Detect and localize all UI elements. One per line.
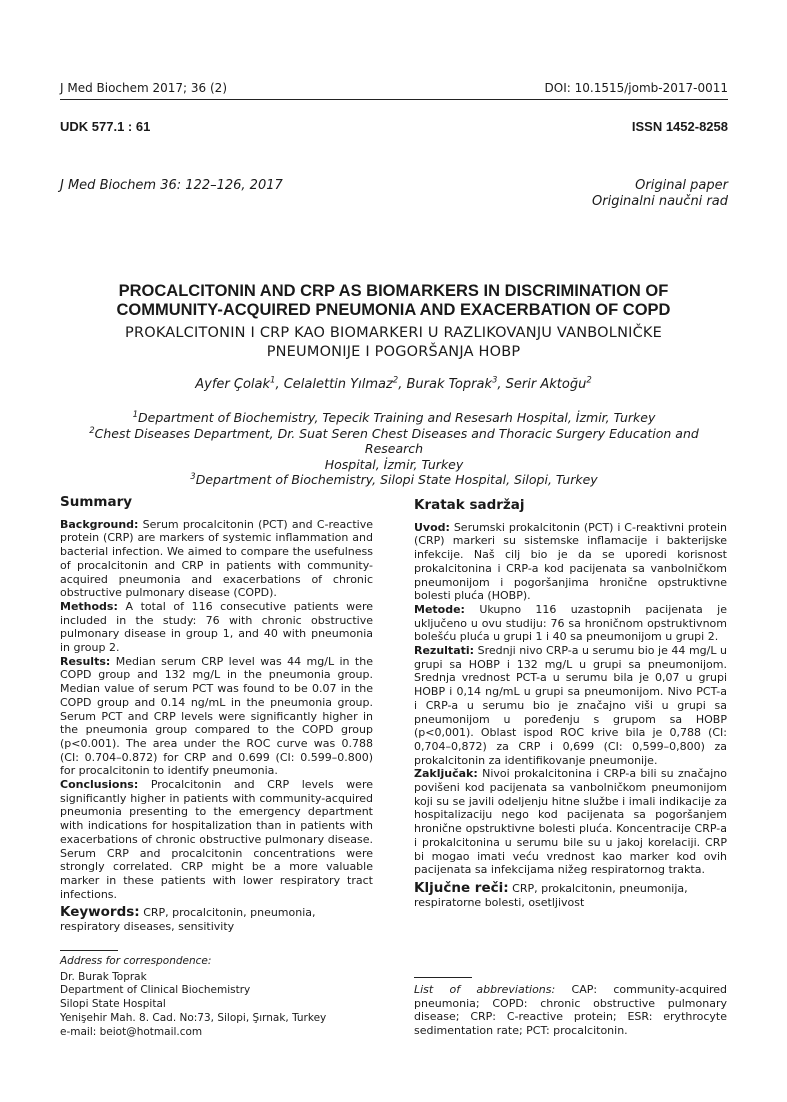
- zakljucak-label: Zaključak:: [414, 767, 478, 781]
- abbreviations-text: CAP: community-acquired pneumonia; COPD: chronic obstructive pulmonary disease; CRP: C-reactive protein; ESR: erythrocyte sedimentation rate; PCT: procalcitonin.: [414, 983, 728, 1038]
- author-sup: 3: [491, 375, 498, 386]
- background-label: Background:: [60, 517, 139, 531]
- conclusions-text: Procalcitonin and CRP levels were significantly higher in patients with community-acquired pneumonia presenting to the emergency department with indications for hospitalization than in patients with exacerbations of chronic obstructive pulmonary disease. Serum CRP and procalcitonin concentrations were strongly correlated. CRP might be a more valuable marker in these patients with lower respiratory tract infections.: [60, 778, 373, 901]
- author-sup: 2: [586, 375, 592, 386]
- affiliation-2-line2: Hospital, İzmir, Turkey: [324, 456, 464, 472]
- correspondence-block: [60, 955, 326, 1039]
- summary-heading: Summary: [60, 494, 133, 510]
- correspondence-rule: [60, 950, 118, 951]
- title-sr-line2: PNEUMONIJE I POGORŠANJA HOBP: [266, 344, 521, 360]
- abbreviations-block: [414, 983, 727, 1038]
- rezultati-label: Rezultati:: [414, 644, 475, 658]
- keywords-text: CRP, procalcitonin, pneumonia, respiratory diseases, sensitivity: [60, 906, 316, 934]
- journal-header: J Med Biochem 2017; 36 (2): [60, 81, 227, 95]
- affil-sup: 1: [132, 409, 139, 420]
- correspondence-hospital: Silopi State Hospital: [60, 998, 166, 1011]
- header-rule: [60, 99, 728, 100]
- results-label: Results:: [60, 654, 111, 668]
- affiliation-3: Department of Biochemistry, Silopi State Hospital, Silopi, Turkey: [195, 472, 598, 487]
- author-name: Serir Aktoğu: [505, 377, 587, 392]
- author-name: Celalettin Yılmaz: [283, 377, 393, 392]
- correspondence-email: e-mail: beiot@hotmail.com: [60, 1025, 203, 1038]
- kljucne-label: Ključne reči:: [414, 879, 509, 896]
- conclusions-label: Conclusions:: [60, 778, 139, 792]
- correspondence-name: Dr. Burak Toprak: [60, 970, 147, 983]
- paper-type-en: Original paper: [635, 178, 728, 193]
- affiliation-2-line1: Chest Diseases Department, Dr. Suat Seren Chest Diseases and Thoracic Surgery Education and Research: [94, 425, 699, 456]
- metode-label: Metode:: [414, 602, 465, 616]
- citation-ref: J Med Biochem 36: 122–126, 2017: [60, 178, 283, 193]
- kratak-column: [414, 496, 727, 909]
- results-text: Median serum CRP level was 44 mg/L in the COPD group and 132 mg/L in the pneumonia group. Median value of serum PCT was found to be 0.07 in the COPD group and 0.14 ng/mL in the pneumonia group. Serum PCT and CRP levels were significantly higher in the pneumonia group compared to the COPD group (p<0.001). The area under the ROC curve was 0.788 (CI: 0.704–0.872) for CRP and 0.699 (CI: 0.599–0.800) for procalcitonin to identify pneumonia.: [60, 654, 373, 778]
- uvod-text: Serumski prokalcitonin (PCT) i C-reaktivni protein (CRP) markeri su sistemske inflamacije i bakterijske infekcije. Naš cilj bio je da se uporedi korisnost prokalcitonina i CRP-a kod pacijenata sa vanbolničkom pneumonijom i pogoršanjima hronične opstruktivne bolesti pluća (HOBP).: [414, 520, 727, 603]
- summary-column: [60, 496, 373, 934]
- correspondence-street: Yenişehir Mah. 8. Cad. No:73, Silopi, Şırnak, Turkey: [60, 1011, 327, 1024]
- kratak-heading: Kratak sadržaj: [414, 497, 525, 513]
- affil-sup: 3: [190, 471, 196, 482]
- background-text: Serum procalcitonin (PCT) and C-reactive protein (CRP) are markers of systemic inflammation and bacterial infection. We aimed to compare the usefulness of procalcitonin and CRP in patients with community-acquired pneumonia and exacerbations of chronic obstructive pulmonary disease (COPD).: [60, 517, 373, 600]
- abbreviations-rule: [414, 977, 472, 978]
- methods-label: Methods:: [60, 599, 118, 613]
- udk-code: UDK 577.1 : 61: [60, 119, 151, 134]
- keywords-label: Keywords:: [60, 904, 140, 921]
- zakljucak-text: Nivoi prokalcitonina i CRP-a bili su značajno povišeni kod pacijenata sa vanbolničkom pneumonijom koji su se javili odeljenju hitne službe i imali indikacije za hospitalizaciju nego kod pacijenata sa pogoršanjem hronične opstruktivne bolesti pluća. Koncentracije CRP-a i prokalcitonina u serumu bile su u jakoj korelaciji. CRP bi mogao imati veću vrednost kao marker kod ovih pacijenata sa infekcijama nižeg respiratornog trakta.: [414, 767, 727, 877]
- paper-type-sr: Originalni naučni rad: [592, 194, 728, 209]
- kljucne-text: CRP, prokalcitonin, pneumonija, respiratorne bolesti, osetljivost: [414, 881, 688, 909]
- metode-text: Ukupno 116 uzastopnih pacijenata je uključeno u ovu studiju: 76 sa hroničnom opstruktivnom bolešću pluća u grupi 1 i 40 sa pneumonijom u grupi 2.: [414, 602, 727, 644]
- author-sup: 1: [270, 375, 276, 386]
- author-name: Ayfer Çolak: [195, 377, 271, 392]
- author-name: Burak Toprak: [406, 377, 492, 392]
- title-sr-line1: PROKALCITONIN I CRP KAO BIOMARKERI U RAZLIKOVANJU VANBOLNIČKE: [125, 325, 662, 341]
- abbreviations-label: List of abbreviations:: [414, 983, 556, 996]
- affiliation-1: Department of Biochemistry, Tepecik Training and Resesarh Hospital, İzmir, Turkey: [138, 410, 656, 425]
- correspondence-heading: Address for correspondence:: [60, 955, 212, 967]
- correspondence-dept: Department of Clinical Biochemistry: [60, 984, 251, 997]
- title-en-line2: COMMUNITY-ACQUIRED PNEUMONIA AND EXACERBATION OF COPD: [116, 301, 671, 319]
- author-sup: 2: [392, 375, 399, 386]
- uvod-label: Uvod:: [414, 520, 450, 534]
- methods-text: A total of 116 consecutive patients were included in the study: 76 with chronic obstructive pulmonary disease in group 1, and 40 with pneumonia in group 2.: [60, 599, 373, 655]
- rezultati-text: Srednji nivo CRP-a u serumu bio je 44 mg/L u grupi sa HOBP i 132 mg/L u grupi sa pneumonijom. Srednja vrednost PCT-a u serumu bila je 0,07 u grupi HOBP i 0,14 ng/mL u grupi sa pneumonijom. Nivo PCT-a i CRP-a u serumu bio je značajno viši u grupi sa pneumonijom u poređenju s grupom sa HOBP (p<0,001). Oblast ispod ROC krive bila je 0,788 (CI: 0,704–0,872) za CRP i 0,699 (CI: 0,599–0,800) za prokalcitonin za identifikovanje pneumonije.: [414, 644, 727, 767]
- issn-code: ISSN 1452-8258: [631, 119, 728, 134]
- affil-sup: 2: [89, 425, 95, 436]
- affiliations: [60, 410, 728, 488]
- author-list: Ayfer Çolak$^1$, Celalettin Yılmaz$^2$, Burak Toprak$^3$, Serir Aktoğu$^2$: [195, 375, 592, 392]
- title-en-line1: PROCALCITONIN AND CRP AS BIOMARKERS IN DISCRIMINATION OF: [118, 282, 669, 300]
- doi-header: DOI: 10.1515/jomb-2017-0011: [544, 81, 728, 95]
